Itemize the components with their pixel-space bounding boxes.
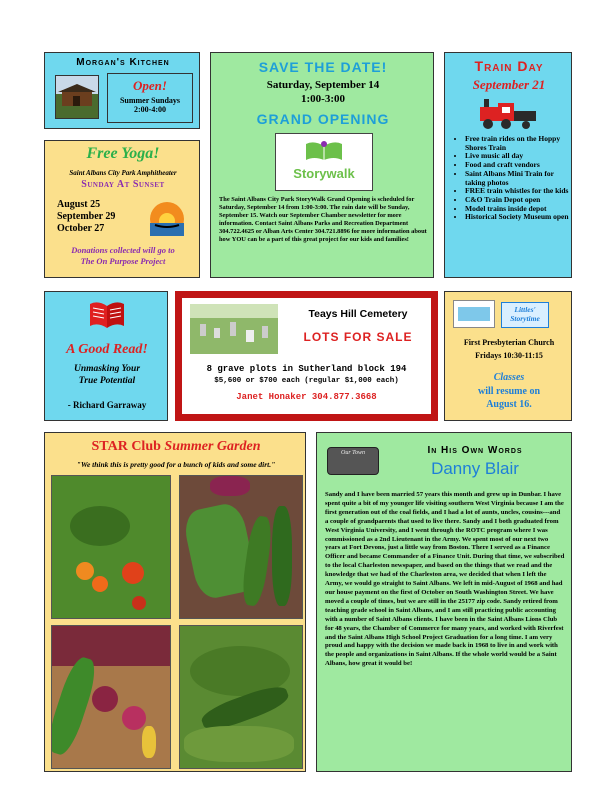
resume-line-1: will resume on xyxy=(477,386,541,397)
star-club-quote: "We think this is pretty good for a bunch of kids and some dirt." xyxy=(76,460,276,469)
own-words-body: Sandy and I have been married 57 years this month and grew up in Dunbar. I have spent quite a bit of my younger life visiting southern West Virginia because I am the first generation out of the coal fields, and I had a lot of aunts, uncles, cousins---and a couple of grandparents that used to live there. Sandy and I both graduated from West Virginia University, and I went through the ROTC program where I was commissioned as a 2nd Lieutenant in the Army. We spent most of our next two years at Fort Devons, just a little way from Boston. There I served as a Finance Officer and became Commander of a Finance Unit. During that time, we subscribed to the local Charleston newspaper, and based on the things that we read and the knowledge that we had of the Charleston area, we decided that when I left the Army, we would go straight to Saint Albans. We left in mid-August of 1968 and had our house payment on the first of October on South Washington Street. We have moved a couple of times, but we are still in the 25177 zip code. Sandy retired from teaching grade school in Saint Albans, and I am still practicing public accounting with a number of Saint Albans clients. I have been in the Saint Albans Lions Club for 48 years, the Chamber of Commerce for many years, and worked with Riverfest and the Saint Albans High School Project Graduation for a long time. I am very proud and happy with the decision we made back in 1968 to live in and work with the people and organizations in Saint Albans. If the whole world would be a Saint Albans, how great it would be! xyxy=(325,491,565,668)
storytime-time: Fridays 10:30-11:15 xyxy=(475,351,543,360)
storywalk-logo-text: Storywalk xyxy=(293,166,355,181)
open-label: Open! xyxy=(133,78,167,93)
yoga-date-1: August 25 xyxy=(57,199,101,210)
garden-photo-beets xyxy=(51,625,171,769)
book-author: - Richard Garraway xyxy=(67,400,147,410)
open-book-icon xyxy=(88,300,126,330)
morgans-kitchen-panel xyxy=(44,52,200,129)
garden-photo-cucumber xyxy=(179,625,303,769)
storytime-logo xyxy=(501,302,549,328)
event-time: 1:00-3:00 xyxy=(301,93,345,105)
train-day-list xyxy=(449,135,569,222)
train-day-panel xyxy=(444,52,572,278)
star-club-title-plain: STAR Club xyxy=(91,439,161,454)
our-town-sign-text: Our Town xyxy=(341,450,365,456)
own-words-name: Danny Blair xyxy=(431,459,519,478)
classes-label: Classes xyxy=(493,372,525,383)
cemetery-price: $5,600 or $700 each (regular $1,000 each) xyxy=(214,377,399,385)
own-words-panel xyxy=(316,432,572,772)
resume-line-2: August 16. xyxy=(486,399,532,410)
yoga-date-2: September 29 xyxy=(57,211,116,222)
garden-photo-tomatoes xyxy=(51,475,171,619)
star-club-title xyxy=(45,439,307,455)
cemetery-name: Teays Hill Cemetery xyxy=(308,308,408,320)
train-day-title: Train Day xyxy=(474,58,544,74)
cemetery-panel xyxy=(175,291,438,421)
list-item: • Model trains inside depot xyxy=(465,205,569,214)
list-item: • Live music all day xyxy=(465,152,569,161)
storytime-kids-image xyxy=(453,300,495,328)
cabin-image xyxy=(55,75,99,119)
storywalk-logo xyxy=(275,133,373,191)
our-town-sign xyxy=(327,447,379,475)
lots-for-sale: LOTS FOR SALE xyxy=(303,330,413,344)
list-item: • Free train rides on the Hoppy Shores Train xyxy=(465,135,569,152)
storytime-logo-line-1: Littles' xyxy=(514,305,536,314)
morgans-kitchen-hours-box xyxy=(107,73,193,123)
garden-photo-beans xyxy=(179,475,303,619)
cemetery-detail: 8 grave plots in Sutherland block 194 xyxy=(206,364,407,374)
donations-line-1: Donations collected will go to xyxy=(71,245,175,255)
cemetery-contact: Janet Honaker 304.877.3668 xyxy=(236,392,377,402)
book-icon xyxy=(304,138,344,162)
good-read-panel xyxy=(44,291,168,421)
save-the-date-panel xyxy=(210,52,434,278)
donations-line-2: The On Purpose Project xyxy=(80,256,166,266)
grand-opening: GRAND OPENING xyxy=(256,111,390,127)
sunset-icon xyxy=(149,201,185,237)
morgans-kitchen-title: Morgan's Kitchen xyxy=(76,57,170,68)
yoga-location: Saint Albans City Park Amphitheater xyxy=(69,169,177,177)
list-item: • Historical Society Museum open xyxy=(465,213,569,222)
storytime-logo-line-2: Storytime xyxy=(510,314,540,323)
hours-line-1: Summer Sundays xyxy=(119,96,181,105)
free-yoga-panel xyxy=(44,140,200,278)
list-item: • FREE train whistles for the kids xyxy=(465,187,569,196)
hours-line-2: 2:00-4:00 xyxy=(134,105,166,114)
free-yoga-title: Free Yoga! xyxy=(86,145,160,162)
book-title-line-1: Unmasking Your xyxy=(73,364,141,374)
own-words-kicker: In His Own Words xyxy=(427,445,523,456)
book-title-line-2: True Potential xyxy=(78,376,136,386)
yoga-when: Sunday At Sunset xyxy=(81,179,165,190)
list-item: • Food and craft vendors xyxy=(465,161,569,170)
star-club-title-script: Summer Garden xyxy=(164,439,261,454)
train-day-date: September 21 xyxy=(472,77,546,92)
storywalk-body: The Saint Albans City Park StoryWalk Grand Opening is scheduled for Saturday, September 14 from 1:00-3:00. The rain date will be Sunday, September 15. Watch our September Chamber newsletter for more information. Contact Saint Albans Parks and Recreation Department 304.722.4625 or Alban Arts Center 304.721.8896 for more information about how YOU can be a part of this great project for our kids and families! xyxy=(219,196,427,243)
yoga-date-3: October 27 xyxy=(57,223,105,234)
event-date: Saturday, September 14 xyxy=(266,79,380,91)
good-read-title: A Good Read! xyxy=(66,342,148,357)
storytime-panel xyxy=(444,291,572,421)
star-club-panel xyxy=(44,432,306,772)
list-item: • Saint Albans Mini Train for taking photos xyxy=(465,170,569,187)
train-icon xyxy=(476,97,542,131)
storytime-church: First Presbyterian Church xyxy=(463,338,555,347)
cemetery-inner xyxy=(182,298,431,414)
list-item: • C&O Train Depot open xyxy=(465,196,569,205)
save-the-date-title: SAVE THE DATE! xyxy=(258,59,388,75)
cemetery-photo xyxy=(190,304,278,354)
